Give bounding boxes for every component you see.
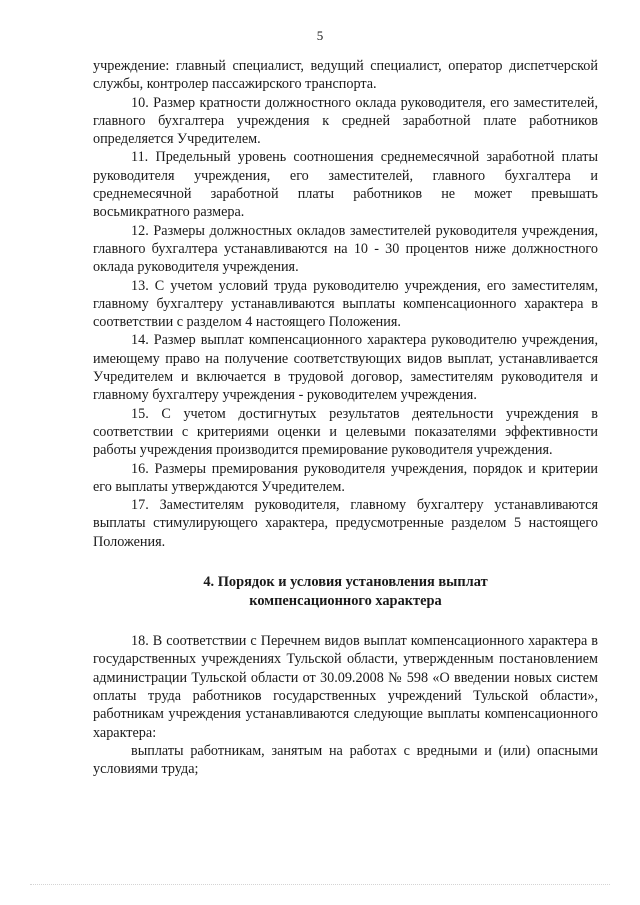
page-number: 5 bbox=[316, 28, 324, 43]
scan-artifact-divider bbox=[30, 884, 610, 887]
paragraph-14: 14. Размер выплат компенсационного характера руководителю учреждения, имеющему право на получение соответствующих видов выплат, устанавливается Учредителем и включается в трудовой договор, заместителям руководителя и главному бухгалтеру учреждения - руководителем учреждения. bbox=[93, 332, 598, 404]
paragraph-continuation: учреждение: главный специалист, ведущий специалист, оператор диспетчерской службы, контролер пассажирского транспорта. bbox=[93, 58, 598, 93]
paragraph-18: 18. В соответствии с Перечнем видов выплат компенсационного характера в государственных учреждениях Тульской области, утвержденным постановлением администрации Тульской области от 30.09.2008 № 598 «О введении новых систем оплаты труда работников государственных учреждений Тульской области», работникам учреждения устанавливаются следующие выплаты компенсационного характера: bbox=[93, 633, 598, 741]
paragraph-13: 13. С учетом условий труда руководителю учреждения, его заместителям, главному бухгалтеру устанавливаются выплаты компенсационного характера в соответствии с разделом 4 настоящего Положения. bbox=[93, 277, 598, 331]
section-heading-line-1: 4. Порядок и условия установления выплат bbox=[203, 574, 488, 591]
list-item: выплаты работникам, занятым на работах с вредными и (или) опасными условиями труда; bbox=[93, 742, 598, 778]
paragraph-12: 12. Размеры должностных окладов заместителей руководителя учреждения, главного бухгалтера устанавливаются на 10 - 30 процентов ниже должностного оклада руководителя учреждения. bbox=[93, 222, 598, 276]
paragraph-10: 10. Размер кратности должностного оклада руководителя, его заместителей, главного бухгалтера учреждения к средней заработной плате работников определяется Учредителем. bbox=[93, 94, 598, 148]
paragraph-16: 16. Размеры премирования руководителя учреждения, порядок и критерии его выплаты утверждаются Учредителем. bbox=[93, 460, 598, 495]
document-body bbox=[93, 57, 598, 778]
section-heading-line-2: компенсационного характера bbox=[249, 592, 442, 609]
section-heading bbox=[93, 573, 598, 610]
paragraph-11: 11. Предельный уровень соотношения среднемесячной заработной платы руководителя учреждения, его заместителей, главного бухгалтера и среднемесячной заработной платы работников не может превышать восьмикратного размера. bbox=[93, 149, 598, 221]
paragraph-17: 17. Заместителям руководителя, главному бухгалтеру устанавливаются выплаты стимулирующего характера, предусмотренные разделом 5 настоящего Положения. bbox=[93, 497, 598, 550]
paragraph-15: 15. С учетом достигнутых результатов деятельности учреждения в соответствии с критериями оценки и целевыми показателями эффективности работы учреждения производится премирование руководителя учреждения. bbox=[93, 405, 598, 459]
